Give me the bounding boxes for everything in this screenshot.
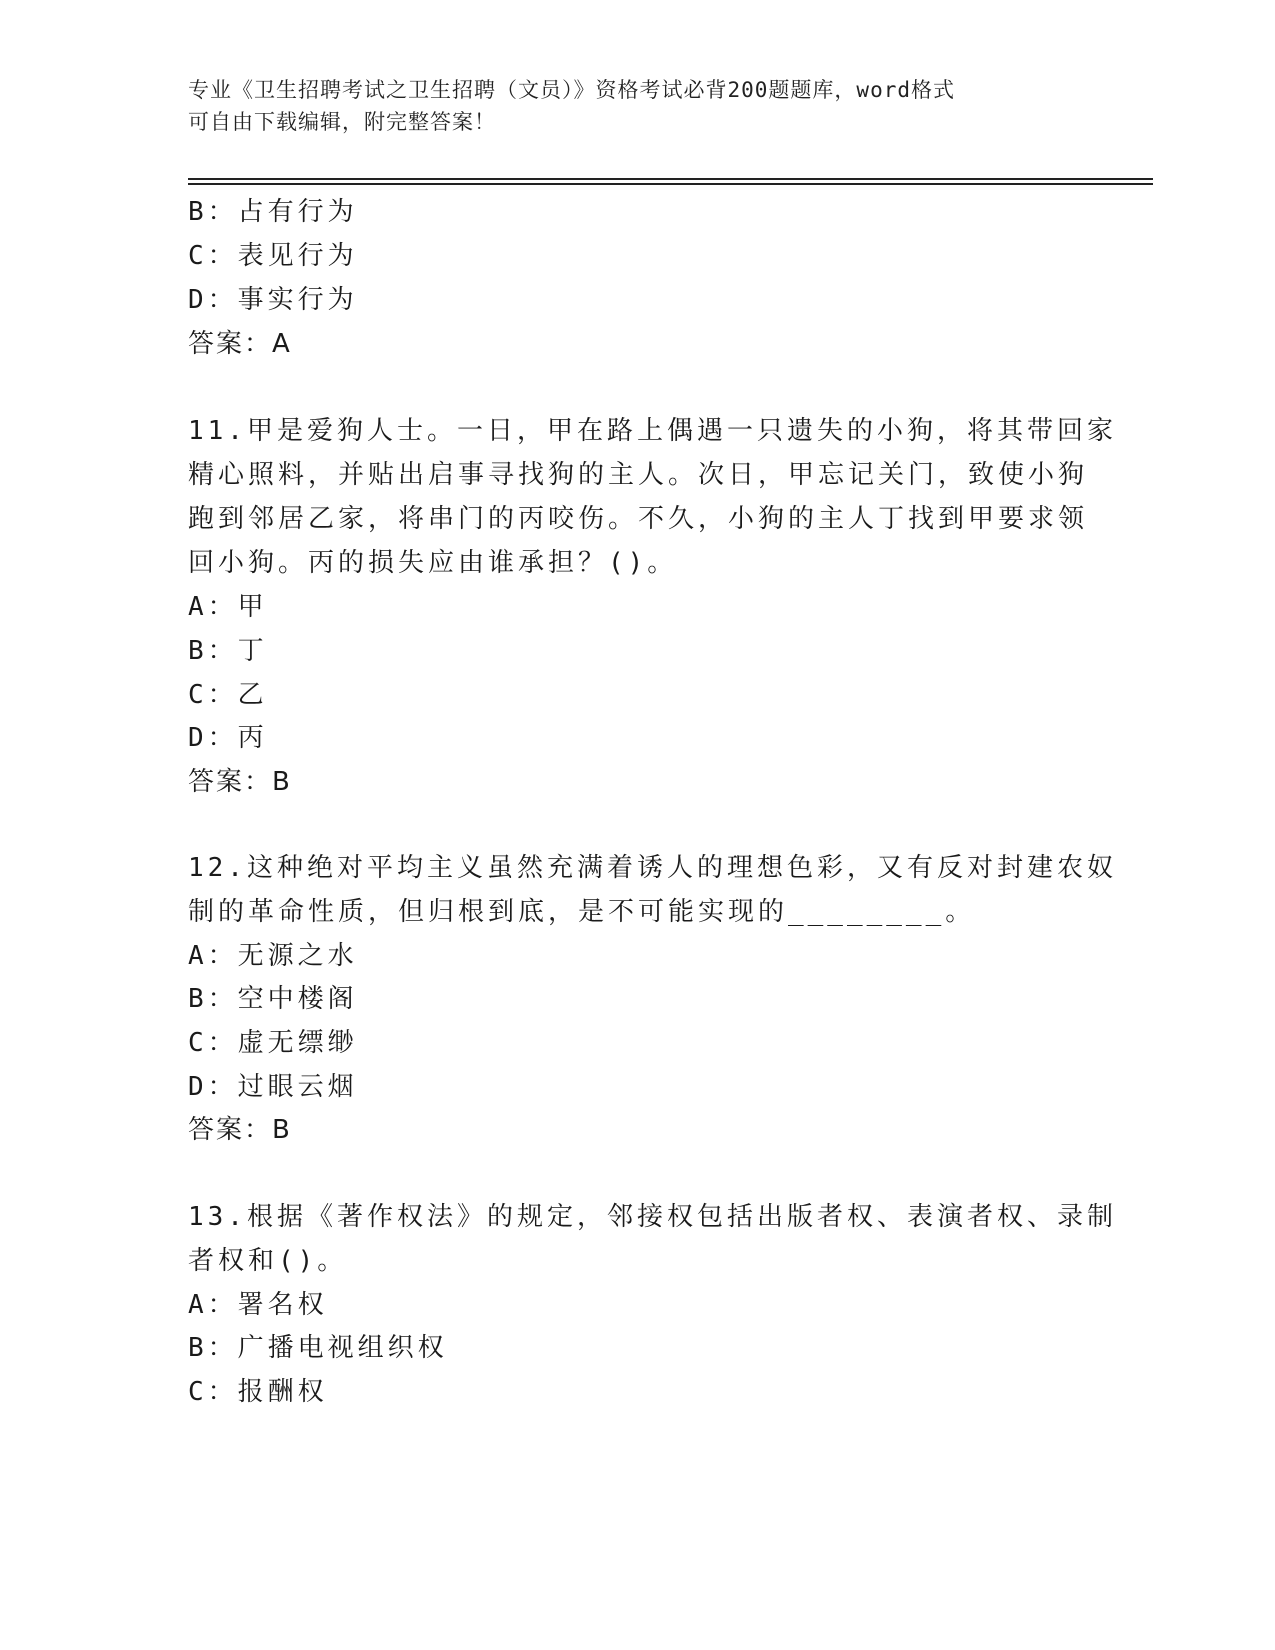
answer-value: B [272, 767, 292, 797]
q12-option-d: D：过眼云烟 [188, 1072, 358, 1102]
q12-answer [188, 1114, 292, 1146]
q11-stem-line-3: 跑到邻居乙家，将串门的丙咬伤。不久，小狗的主人丁找到甲要求领 [188, 504, 1089, 534]
q13-option-c: C：报酬权 [188, 1377, 328, 1407]
q11-stem-line-4: 回小狗。丙的损失应由谁承担？()。 [188, 548, 678, 578]
answer-value: A [272, 329, 292, 359]
q10-option-d: D：事实行为 [188, 285, 358, 315]
q13-option-b: B：广播电视组织权 [188, 1333, 448, 1363]
q13-stem-line-2: 者权和()。 [188, 1246, 348, 1276]
q12-option-a: A：无源之水 [188, 941, 358, 971]
q13-stem-line-1: 13.根据《著作权法》的规定，邻接权包括出版者权、表演者权、录制 [188, 1202, 1117, 1232]
q12-stem-line-1: 12.这种绝对平均主义虽然充满着诱人的理想色彩，又有反对封建农奴 [188, 853, 1117, 883]
document-header [188, 74, 1088, 138]
q10-option-b: B：占有行为 [188, 197, 358, 227]
q13-option-a: A：署名权 [188, 1290, 328, 1320]
q12-stem-line-2: 制的革命性质，但归根到底，是不可能实现的________。 [188, 897, 976, 927]
answer-value: B [272, 1115, 292, 1145]
q11-option-b: B：丁 [188, 636, 268, 666]
q12-option-c: C：虚无缥缈 [188, 1028, 358, 1058]
header-divider-top [188, 178, 1153, 180]
q11-option-a: A：甲 [188, 592, 268, 622]
answer-label: 答案： [188, 329, 273, 359]
q11-stem-line-1: 11.甲是爱狗人士。一日，甲在路上偶遇一只遗失的小狗，将其带回家 [188, 416, 1117, 446]
header-line-1: 专业《卫生招聘考试之卫生招聘（文员）》资格考试必背200题题库，word格式 [188, 78, 955, 102]
q11-stem-line-2: 精心照料，并贴出启事寻找狗的主人。次日，甲忘记关门，致使小狗 [188, 460, 1089, 490]
q10-answer [188, 328, 292, 360]
q12-option-b: B：空中楼阁 [188, 984, 358, 1014]
q11-option-d: D：丙 [188, 723, 268, 753]
header-divider-bottom [188, 183, 1153, 185]
q11-answer [188, 766, 292, 798]
answer-label: 答案： [188, 1115, 273, 1145]
header-line-2: 可自由下载编辑，附完整答案！ [188, 110, 496, 134]
q10-option-c: C：表见行为 [188, 241, 358, 271]
answer-label: 答案： [188, 767, 273, 797]
q11-option-c: C：乙 [188, 680, 268, 710]
